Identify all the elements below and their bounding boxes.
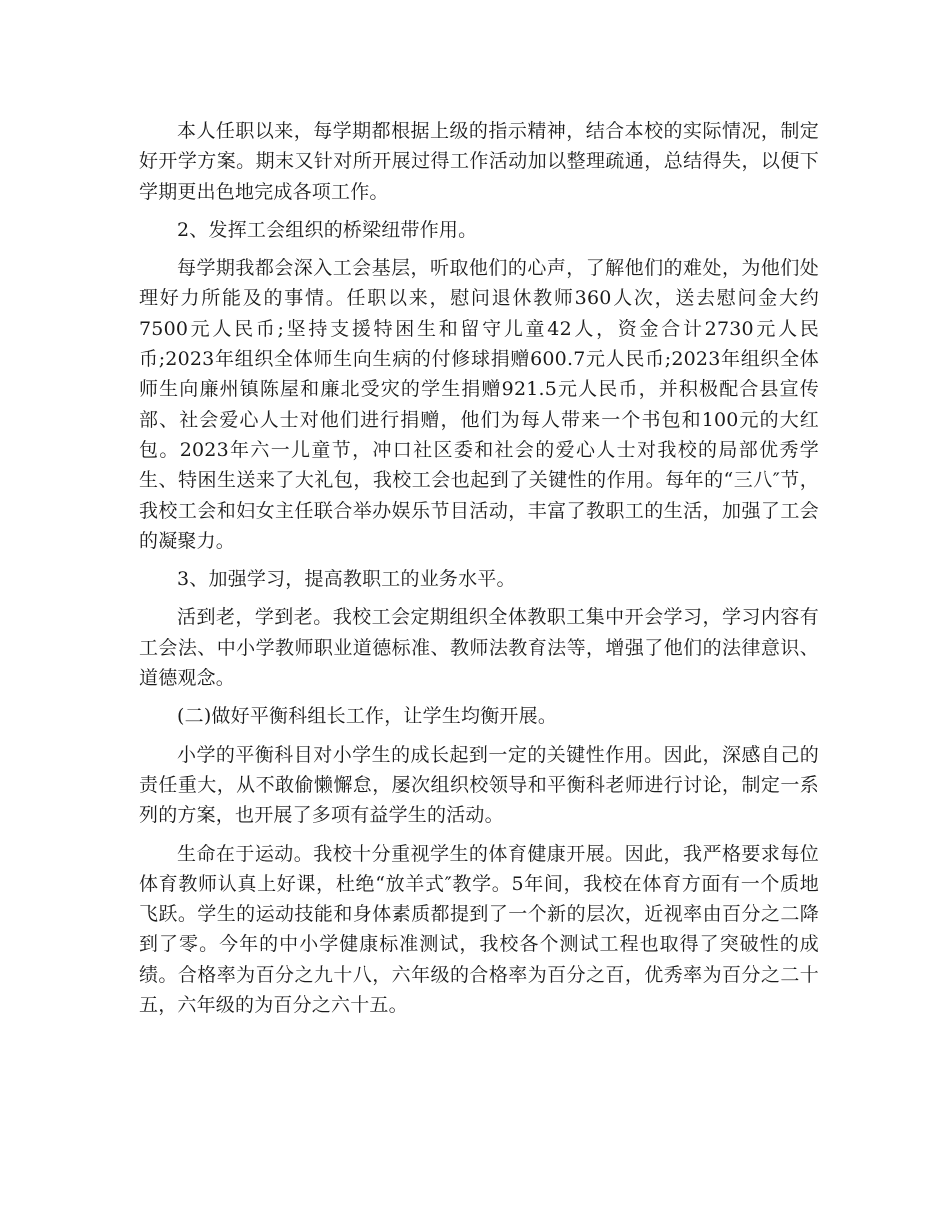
- paragraph-intro: 本人任职以来，每学期都根据上级的指示精神，结合本校的实际情况，制定好开学方案。期末又针对所开展过得工作活动加以整理疏通，总结得失，以便下学期更出色地完成各项工作。: [139, 120, 819, 203]
- document-body: [139, 116, 819, 1028]
- paragraph-balance-subjects: 小学的平衡科目对小学生的成长起到一定的关键性作用。因此，深感自己的责任重大，从不敢偷懒懈怠，屡次组织校领导和平衡科老师进行讨论，制定一系列的方案，也开展了多项有益学生的活动。: [139, 743, 819, 827]
- section-heading-2: 2、发挥工会组织的桥梁纽带作用。: [177, 218, 478, 241]
- section-heading-balance: (二)做好平衡科组长工作，让学生均衡开展。: [177, 705, 558, 728]
- paragraph-sports: 生命在于运动。我校十分重视学生的体育健康开展。因此，我严格要求每位体育教师认真上好课，杜绝“放羊式″教学。5年间，我校在体育方面有一个质地飞跃。学生的运动技能和身体素质都提到了一个新的层次，近视率由百分之二降到了零。今年的中小学健康标准测试，我校各个测试工程也取得了突破性的成绩。合格率为百分之九十八，六年级的合格率为百分之百，优秀率为百分之二十五，六年级的为百分之六十五。: [139, 842, 819, 1017]
- section-heading-3: 3、加强学习，提高教职工的业务水平。: [177, 568, 516, 591]
- paragraph-union-work: 每学期我都会深入工会基层，听取他们的心声，了解他们的难处，为他们处理好力所能及的事情。任职以来，慰问退休教师360人次，送去慰问金大约7500元人民币;坚持支援特困生和留守儿童42人，资金合计2730元人民币;2023年组织全体师生向生病的付修球捐赠600.7元人民币;2023年组织全体师生向廉州镇陈屋和廉北受灾的学生捐赠921.5元人民币，并积极配合县宣传部、社会爱心人士对他们进行捐赠，他们为每人带来一个书包和100元的大红包。2023年六一儿童节，冲口社区委和社会的爱心人士对我校的局部优秀学生、特困生送来了大礼包，我校工会也起到了关键性的作用。每年的“三八″节，我校工会和妇女主任联合举办娱乐节目活动，丰富了教职工的生活，加强了工会的凝聚力。: [139, 257, 819, 552]
- paragraph-study: 活到老，学到老。我校工会定期组织全体教职工集中开会学习，学习内容有工会法、中小学教师职业道德标准、教师法教育法等，增强了他们的法律意识、道德观念。: [139, 606, 819, 690]
